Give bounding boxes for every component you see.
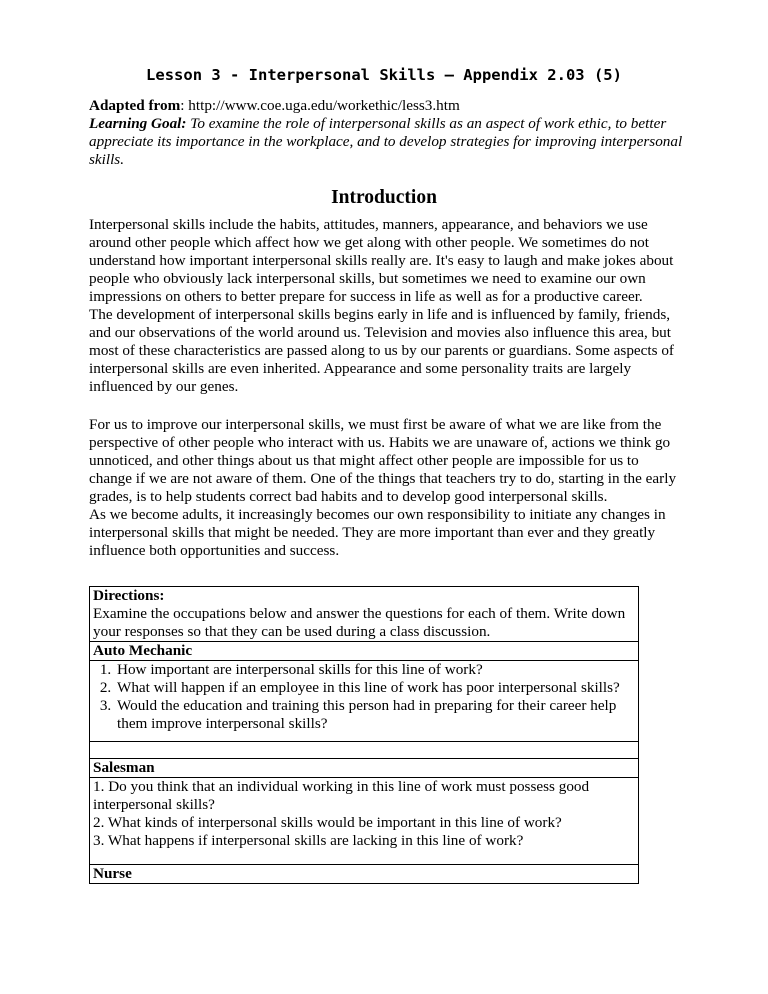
text-line: impressions on others to better prepare for success in life as well as for a productive career.: [89, 288, 643, 305]
text-line: interpersonal skills are even inherited. Appearance and some personality traits are largely: [89, 360, 632, 377]
text-line: For us to improve our interpersonal skills, we must first be aware of what we are like from the: [89, 416, 662, 433]
text-line: understand how important interpersonal skills really are. It's easy to laugh and make jokes about: [89, 252, 674, 269]
learning-goal-text: To examine the role of interpersonal skills as an aspect of work ethic, to better appreciate its importance in the workplace, and to develop strategies for improving interpersonal skills.: [89, 115, 683, 168]
question-list: [93, 661, 635, 733]
text-line: influence both opportunities and success.: [89, 542, 340, 559]
learning-goal: [89, 115, 689, 169]
table-row: [90, 642, 639, 661]
text-line: perspective of other people who interact with us. Habits we are unaware of, actions we think go: [89, 434, 671, 451]
nurse-heading: Nurse: [90, 865, 639, 884]
text-line: 2. What kinds of interpersonal skills would be important in this line of work?: [93, 814, 562, 831]
table-row: [90, 778, 639, 865]
text-line: unnoticed, and other things about us that might affect other people are impossible for us to: [89, 452, 639, 469]
table-row: [90, 865, 639, 884]
salesman-heading: Salesman: [90, 759, 639, 778]
adapted-from: [89, 97, 689, 115]
list-item: 3. Would the education and training this person had in preparing for their career help them improve interpersonal skills?: [115, 697, 635, 733]
text-line: change if we are not aware of them. One of the things that teachers try to do, starting in the early: [89, 470, 677, 487]
text-line: most of these characteristics are passed along to us by our parents or guardians. Some aspects of: [89, 342, 674, 359]
text-line: and our observations of the world around us. Television and movies also influence this area, but: [89, 324, 671, 341]
learning-goal-label: Learning Goal:: [89, 115, 187, 132]
text-line: 1. Do you think that an individual working in this line of work must possess good: [93, 778, 590, 795]
text-line: 3. What happens if interpersonal skills are lacking in this line of work?: [93, 832, 524, 849]
introduction-heading: Introduction: [331, 187, 437, 208]
lesson-meta: [89, 97, 689, 169]
text-line: around other people which affect how we get along with other people. We sometimes do not: [89, 234, 650, 251]
page-title: Lesson 3 - Interpersonal Skills – Appendix 2.03 (5): [146, 66, 622, 84]
text-line: influenced by our genes.: [89, 378, 239, 395]
text-line: Examine the occupations below and answer the questions for each of them. Write down: [93, 605, 626, 622]
text-line: Interpersonal skills include the habits, attitudes, manners, appearance, and behaviors we use: [89, 216, 648, 233]
directions-label: Directions:: [93, 587, 165, 604]
salesman-questions: [90, 778, 639, 865]
table-row: [90, 759, 639, 778]
text-line: interpersonal skills?: [93, 796, 215, 813]
text-line: your responses so that they can be used during a class discussion.: [93, 623, 491, 640]
directions-cell: [90, 587, 639, 642]
text-line: people who obviously lack interpersonal skills, but sometimes we need to examine our own: [89, 270, 646, 287]
table-row: [90, 587, 639, 642]
text-line: interpersonal skills that might be needed. They are more important than ever and they greatly: [89, 524, 656, 541]
list-item: 2. What will happen if an employee in this line of work has poor interpersonal skills?: [115, 679, 635, 697]
empty-cell: [90, 742, 639, 759]
text-line: The development of interpersonal skills begins early in life and is influenced by family, friends,: [89, 306, 671, 323]
table-row: [90, 742, 639, 759]
text-line: As we become adults, it increasingly becomes our own responsibility to initiate any changes in: [89, 506, 666, 523]
table-row: [90, 661, 639, 742]
auto-mechanic-questions: [90, 661, 639, 742]
intro-paragraph-2: [89, 416, 689, 560]
intro-paragraph-1: [89, 216, 689, 396]
adapted-from-label: Adapted from: [89, 97, 181, 114]
list-item: 1. How important are interpersonal skills for this line of work?: [115, 661, 635, 679]
auto-mechanic-heading: Auto Mechanic: [90, 642, 639, 661]
adapted-from-url: : http://www.coe.uga.edu/workethic/less3.htm: [180, 97, 460, 114]
directions-table: [89, 586, 639, 884]
text-line: grades, is to help students correct bad habits and to develop good interpersonal skills.: [89, 488, 608, 505]
